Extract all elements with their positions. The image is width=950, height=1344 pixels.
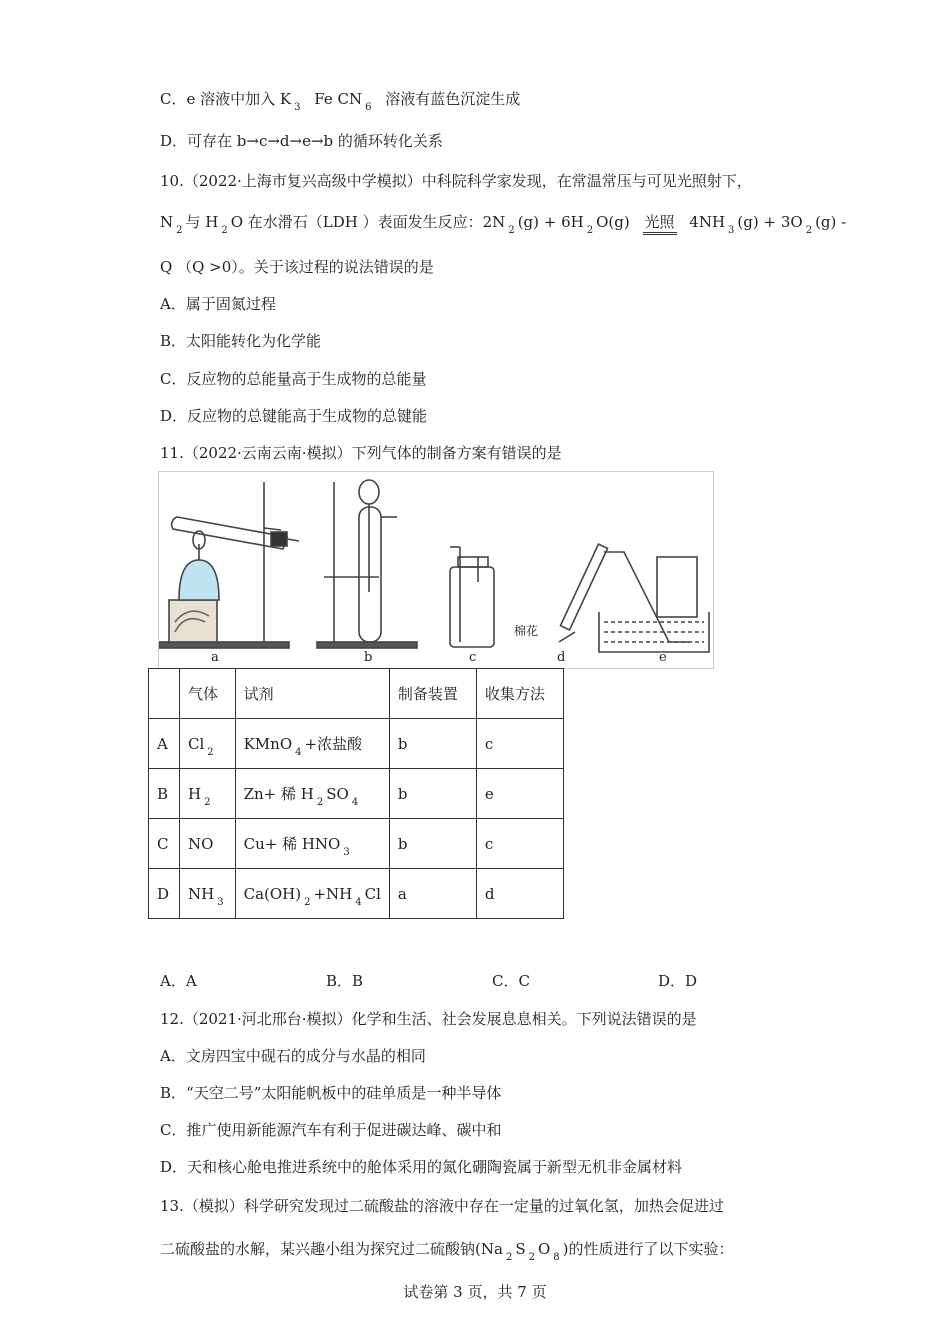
q10-stem: 10.（2022·上海市复兴高级中学模拟）中科院科学家发现，在常温常压与可见光照射下， <box>160 172 752 190</box>
fig-label-b: b <box>364 650 373 665</box>
table-row: B H $_2$ Zn+ 稀 H $_2$ SO $_4$ b e <box>149 769 564 819</box>
fig-label-e: e <box>659 650 667 665</box>
q9-option-c: C．e 溶液中加入 K $_3$ Fe CN $_6$ 溶液有蓝色沉淀生成 <box>160 90 521 113</box>
reaction-condition: 光照 <box>643 211 677 235</box>
q11-option-a: A．A <box>160 972 197 990</box>
table-row: A Cl $_2$ KMnO $_4$ +浓盐酸 b c <box>149 719 564 769</box>
q11-option-d: D．D <box>658 972 698 990</box>
fig-label-c: c <box>469 650 477 665</box>
table-header-row: 气体 试剂 制备装置 收集方法 <box>149 669 564 719</box>
table-row: C NO Cu+ 稀 HNO $_3$ b c <box>149 819 564 869</box>
q10-option-c: C．反应物的总能量高于生成物的总能量 <box>160 370 427 388</box>
apparatus-b <box>317 480 417 648</box>
q10-equation: N $_2$ 与 H $_2$ O 在水滑石（LDH ）表面发生反应：2N $_2$ (g) + 6H $_2$ O(g) 光照 4NH $_3$ (g) + 3O $_2$ (g) - <box>160 213 847 236</box>
q10-stem-tail: Q （Q >0）。关于该过程的说法错误的是 <box>160 258 434 276</box>
q10-option-a: A．属于固氮过程 <box>160 295 276 313</box>
q11-stem: 11.（2022·云南云南·模拟）下列气体的制备方案有错误的是 <box>160 444 562 462</box>
q11-option-c: C．C <box>492 972 530 990</box>
q13-stem: 13.（模拟）科学研究发现过二硫酸盐的溶液中存在一定量的过氧化氢，加热会促进过 <box>160 1197 724 1215</box>
q11-option-b: B．B <box>326 972 364 990</box>
apparatus-a <box>159 482 299 648</box>
fig-label-a: a <box>211 650 219 665</box>
fig-label-d: d <box>557 650 566 665</box>
cotton-label: 棉花 <box>514 624 539 638</box>
table-row: D NH $_3$ Ca(OH) $_2$ +NH $_4$ Cl a d <box>149 869 564 919</box>
q12-option-d: D．天和核心舱电推进系统中的舱体采用的氮化硼陶瓷属于新型无机非金属材料 <box>160 1158 683 1176</box>
page-footer: 试卷第 3 页，共 7 页 <box>403 1283 547 1301</box>
q10-option-b: B．太阳能转化为化学能 <box>160 332 322 350</box>
apparatus-d <box>559 544 608 642</box>
apparatus-e <box>599 552 709 652</box>
apparatus-c <box>450 547 494 647</box>
q12-option-c: C．推广使用新能源汽车有利于促进碳达峰、碳中和 <box>160 1121 502 1139</box>
q12-option-a: A．文房四宝中砚石的成分与水晶的相同 <box>160 1047 426 1065</box>
q12-option-b: B．“天空二号”太阳能帆板中的硅单质是一种半导体 <box>160 1084 502 1102</box>
apparatus-figure <box>158 471 714 669</box>
q11-table <box>148 668 564 919</box>
q13-stem-cont: 二硫酸盐的水解，某兴趣小组为探究过二硫酸钠(Na $_2$ S $_2$ O $_8$ )的性质进行了以下实验： <box>160 1240 734 1263</box>
q10-option-d: D．反应物的总键能高于生成物的总键能 <box>160 407 428 425</box>
q12-stem: 12.（2021·河北邢台·模拟）化学和生活、社会发展息息相关。下列说法错误的是 <box>160 1010 697 1028</box>
q9-option-d: D．可存在 b→c→d→e→b 的循环转化关系 <box>160 132 443 150</box>
